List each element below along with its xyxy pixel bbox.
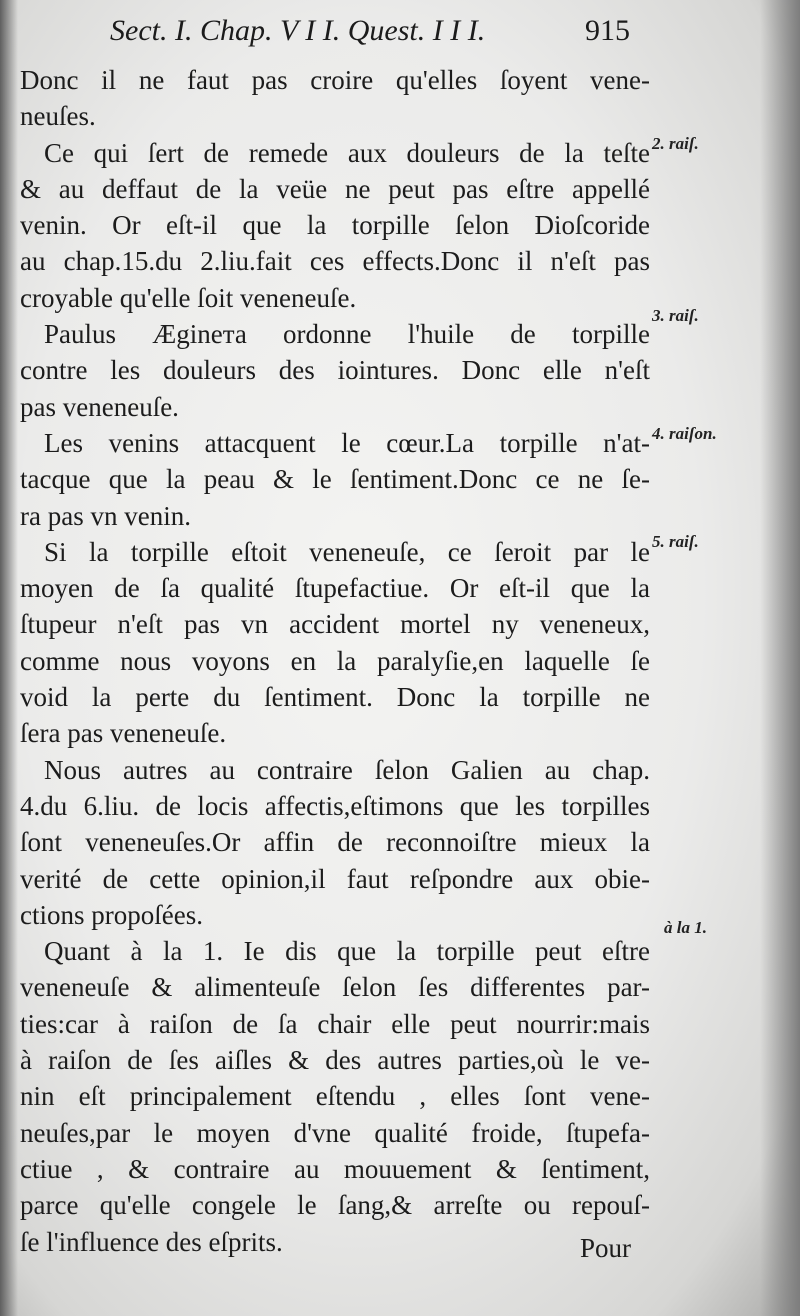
text-line: ſe l'influence des eſprits. xyxy=(20,1226,283,1257)
text-line: Les venins attacquent le cœur.La torpille n'at- xyxy=(44,427,650,458)
text-line: ſtupeur n'eſt pas vn accident mortel ny veneneux, xyxy=(20,609,650,640)
text-line: nin eſt principalement eſtendu , elles ſont vene- xyxy=(20,1081,650,1112)
text-line: ſont veneneuſes.Or affin de reconnoiſtre mieux la xyxy=(20,827,650,858)
running-title: Sect. I. Chap. V I I. Quest. I I I. xyxy=(110,14,486,47)
text-line: tacque que la peau & le ſentiment.Donc ce ne ſe- xyxy=(20,464,650,495)
text-line: moyen de ſa qualité ſtupefactiue. Or eſt-il que la xyxy=(20,573,650,604)
catchword: Pour xyxy=(580,1233,632,1263)
text-line: neuſes,par le moyen d'vne qualité froide, ſtupefa- xyxy=(20,1117,650,1148)
page-number: 915 xyxy=(585,14,630,47)
text-line: Paulus Æginета ordonne l'huile de torpille xyxy=(44,319,650,350)
page-edge-shadow xyxy=(760,0,800,1316)
text-line: parce qu'elle congele le ſang,& arreſte ou repouſ- xyxy=(20,1190,650,1221)
page-gutter-shadow xyxy=(0,0,18,1316)
body-text xyxy=(20,62,650,1260)
text-line: Ce qui ſert de remede aux douleurs de la teſte xyxy=(44,137,650,168)
text-line: à raiſon de ſes aiſles & des autres parties,où le ve- xyxy=(20,1045,650,1076)
text-line: ctiue , & contraire au mouuement & ſentiment, xyxy=(20,1153,650,1184)
text-line: Donc il ne faut pas croire qu'elles ſoyent vene- xyxy=(20,65,650,95)
margin-note: 4. raiſon. xyxy=(652,424,717,443)
margin-note: 3. raiſ. xyxy=(652,306,699,325)
text-line: comme nous voyons en la paralyſie,en laquelle ſe xyxy=(20,645,650,676)
text-line: 4.du 6.liu. de locis affectis,eſtimons que les torpilles xyxy=(20,790,650,821)
text-line: neuſes. xyxy=(20,101,96,132)
text-line: verité de cette opinion,il faut reſpondre aux obie- xyxy=(20,863,650,894)
text-line: ra pas vn venin. xyxy=(20,500,191,531)
text-line: contre les douleurs des iointures. Donc elle n'eſt xyxy=(20,355,650,386)
text-line: ctions propoſées. xyxy=(20,899,203,930)
text-line: ſera pas veneneuſe. xyxy=(20,718,227,749)
text-line: veneneuſe & alimenteuſe ſelon ſes differentes par- xyxy=(20,972,650,1003)
text-line: Nous autres au contraire ſelon Galien au chap. xyxy=(44,754,650,785)
margin-note: à la 1. xyxy=(664,918,707,937)
text-line: venin. Or eſt-il que la torpille ſelon Dioſcoride xyxy=(20,210,650,241)
text-line: Si la torpille eſtoit veneneuſe, ce ſeroit par le xyxy=(44,536,650,567)
text-line: au chap.15.du 2.liu.fait ces effects.Donc il n'eſt pas xyxy=(20,246,650,277)
text-line: croyable qu'elle ſoit veneneuſe. xyxy=(20,282,357,313)
text-line: Quant à la 1. Ie dis que la torpille peut eſtre xyxy=(44,936,650,967)
margin-note: 2. raiſ. xyxy=(652,134,699,153)
text-line: pas veneneuſe. xyxy=(20,391,179,422)
margin-note: 5. raiſ. xyxy=(652,532,699,551)
text-line: void la perte du ſentiment. Donc la torpille ne xyxy=(20,682,650,713)
text-line: ties:car à raiſon de ſa chair elle peut nourrir:mais xyxy=(20,1008,650,1039)
running-header xyxy=(110,14,630,54)
text-line: & au deffaut de la veüe ne peut pas eſtre appellé xyxy=(20,173,650,204)
